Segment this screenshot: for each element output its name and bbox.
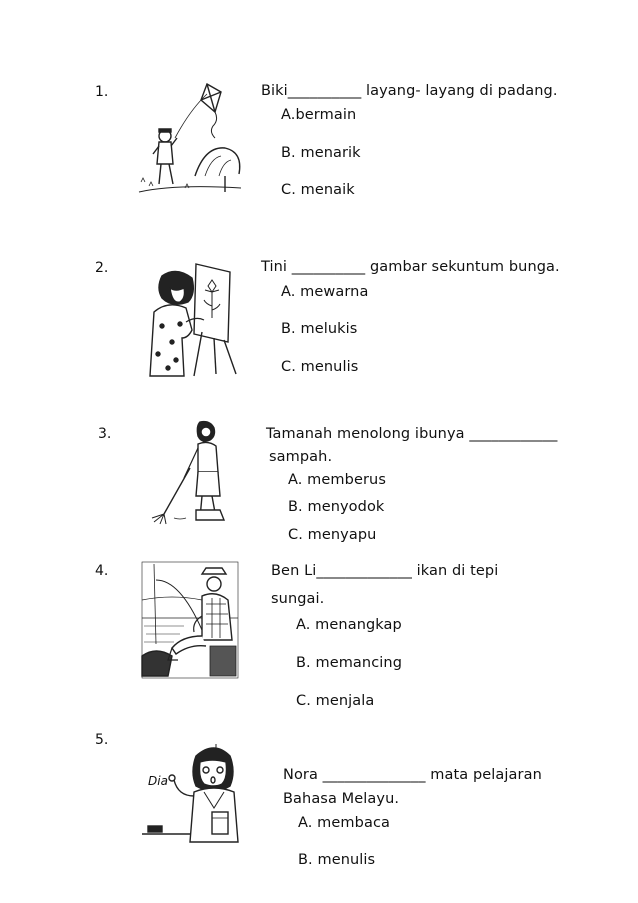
question-5-option-b[interactable]: B. menulis <box>298 852 376 868</box>
question-number-4: 4. <box>95 563 109 579</box>
girl-sweeping-illustration <box>150 418 240 528</box>
question-number-5: 5. <box>95 732 109 748</box>
question-4-stem-line-1: Ben Li_____________ ikan di tepi <box>271 563 499 579</box>
question-number-2: 2. <box>95 260 109 276</box>
question-3-option-c[interactable]: C. menyapu <box>288 527 377 543</box>
question-1-stem-line-1: Biki__________ layang- layang di padang. <box>261 83 558 99</box>
question-number-1: 1. <box>95 84 109 100</box>
question-2-option-b[interactable]: B. melukis <box>281 321 358 337</box>
question-1-option-c[interactable]: C. menaik <box>281 182 355 198</box>
question-5-option-a[interactable]: A. membaca <box>298 815 391 831</box>
man-fishing-illustration <box>140 560 240 680</box>
question-number-3: 3. <box>98 426 112 442</box>
board-text-dia: Dia <box>148 774 168 788</box>
question-4-option-a[interactable]: A. menangkap <box>296 617 402 633</box>
question-3-stem-line-1: Tamanah menolong ibunya ____________ <box>266 426 558 442</box>
question-1-option-a[interactable]: A.bermain <box>281 107 357 123</box>
teacher-at-blackboard-illustration <box>140 740 244 844</box>
question-3-option-a[interactable]: A. memberus <box>288 472 386 488</box>
question-5-stem-line-2: Bahasa Melayu. <box>283 791 400 807</box>
question-5-stem-line-1: Nora ______________ mata pelajaran <box>283 767 542 783</box>
question-2-stem-line-1: Tini __________ gambar sekuntum bunga. <box>261 259 560 275</box>
question-4-option-c[interactable]: C. menjala <box>296 693 375 709</box>
question-1-option-b[interactable]: B. menarik <box>281 145 361 161</box>
question-2-option-c[interactable]: C. menulis <box>281 359 359 375</box>
question-3-option-b[interactable]: B. menyodok <box>288 499 385 515</box>
question-2-option-a[interactable]: A. mewarna <box>281 284 369 300</box>
question-4-stem-line-2: sungai. <box>271 591 325 607</box>
boy-flying-kite-illustration <box>135 80 245 198</box>
question-4-option-b[interactable]: B. memancing <box>296 655 403 671</box>
question-3-stem-line-2: sampah. <box>269 449 333 465</box>
girl-painting-flower-illustration <box>140 262 240 378</box>
